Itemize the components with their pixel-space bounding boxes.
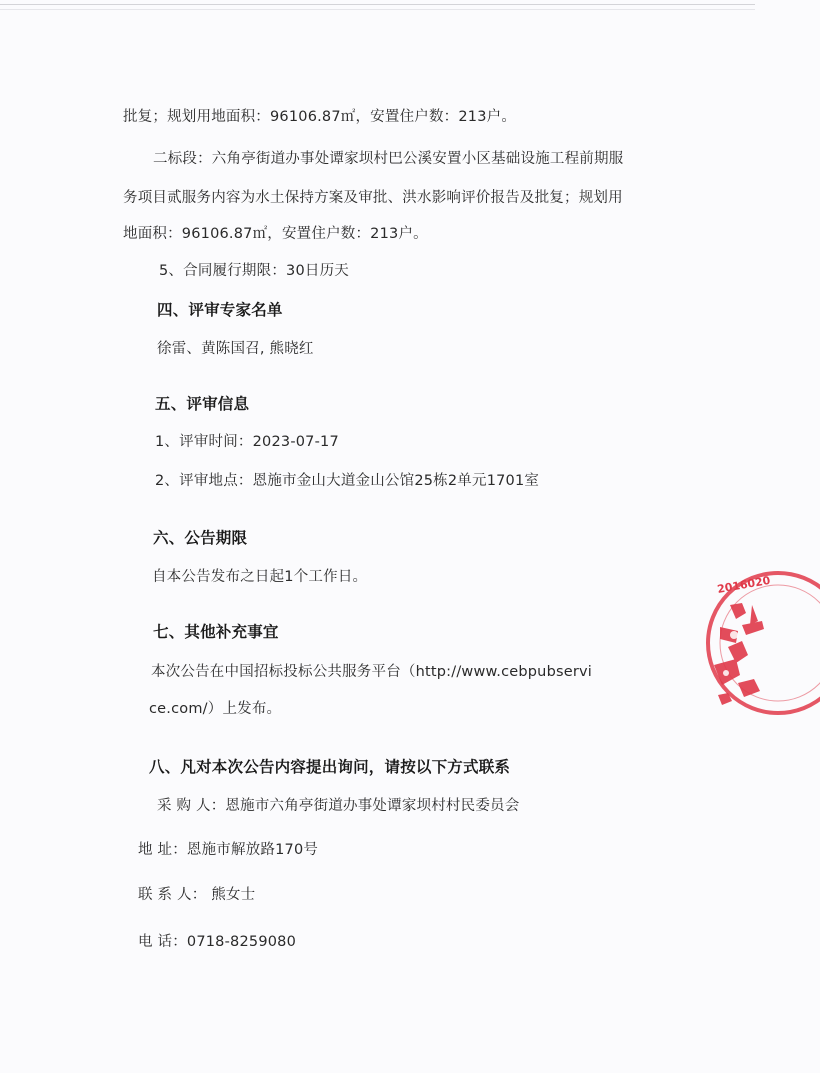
text-line-2: 二标段：六角亭街道办事处谭家坝村巴公溪安置小区基础设施工程前期服 <box>153 151 624 167</box>
section-heading-experts: 四、评审专家名单 <box>157 301 283 319</box>
section-heading-review-info: 五、评审信息 <box>155 395 250 413</box>
other-info-line-1: 本次公告在中国招标投标公共服务平台（http://www.cebpubservi <box>151 664 593 680</box>
official-seal-icon <box>700 565 820 720</box>
text-line-3: 务项目贰服务内容为水土保持方案及审批、洪水影响评价报告及批复；规划用 <box>123 190 623 206</box>
section-heading-period: 六、公告期限 <box>153 529 248 547</box>
expert-names: 徐雷、黄陈国召, 熊晓红 <box>157 341 314 357</box>
top-border-secondary <box>0 9 755 10</box>
phone: 电 话：0718-8259080 <box>138 934 297 950</box>
top-border <box>0 4 755 5</box>
contract-period: 5、合同履行期限：30日历天 <box>159 263 349 279</box>
notice-period: 自本公告发布之日起1个工作日。 <box>152 569 368 585</box>
review-time: 1、评审时间：2023-07-17 <box>155 434 339 450</box>
section-heading-contact: 八、凡对本次公告内容提出询问，请按以下方式联系 <box>149 758 511 776</box>
contact-person: 联 系 人： 熊女士 <box>138 887 256 903</box>
seal-number-text: 2016020 <box>716 573 772 596</box>
other-info-line-2: ce.com/）上发布。 <box>149 701 282 717</box>
purchaser: 采 购 人：恩施市六角亭街道办事处谭家坝村村民委员会 <box>157 798 520 814</box>
text-line-4: 地面积：96106.87㎡，安置住户数：213户。 <box>123 226 428 242</box>
review-location: 2、评审地点：恩施市金山大道金山公馆25栋2单元1701室 <box>155 473 540 489</box>
text-line-1: 批复；规划用地面积：96106.87㎡，安置住户数：213户。 <box>123 109 517 125</box>
section-heading-other: 七、其他补充事宜 <box>153 623 279 641</box>
address: 地 址：恩施市解放路170号 <box>138 842 319 858</box>
